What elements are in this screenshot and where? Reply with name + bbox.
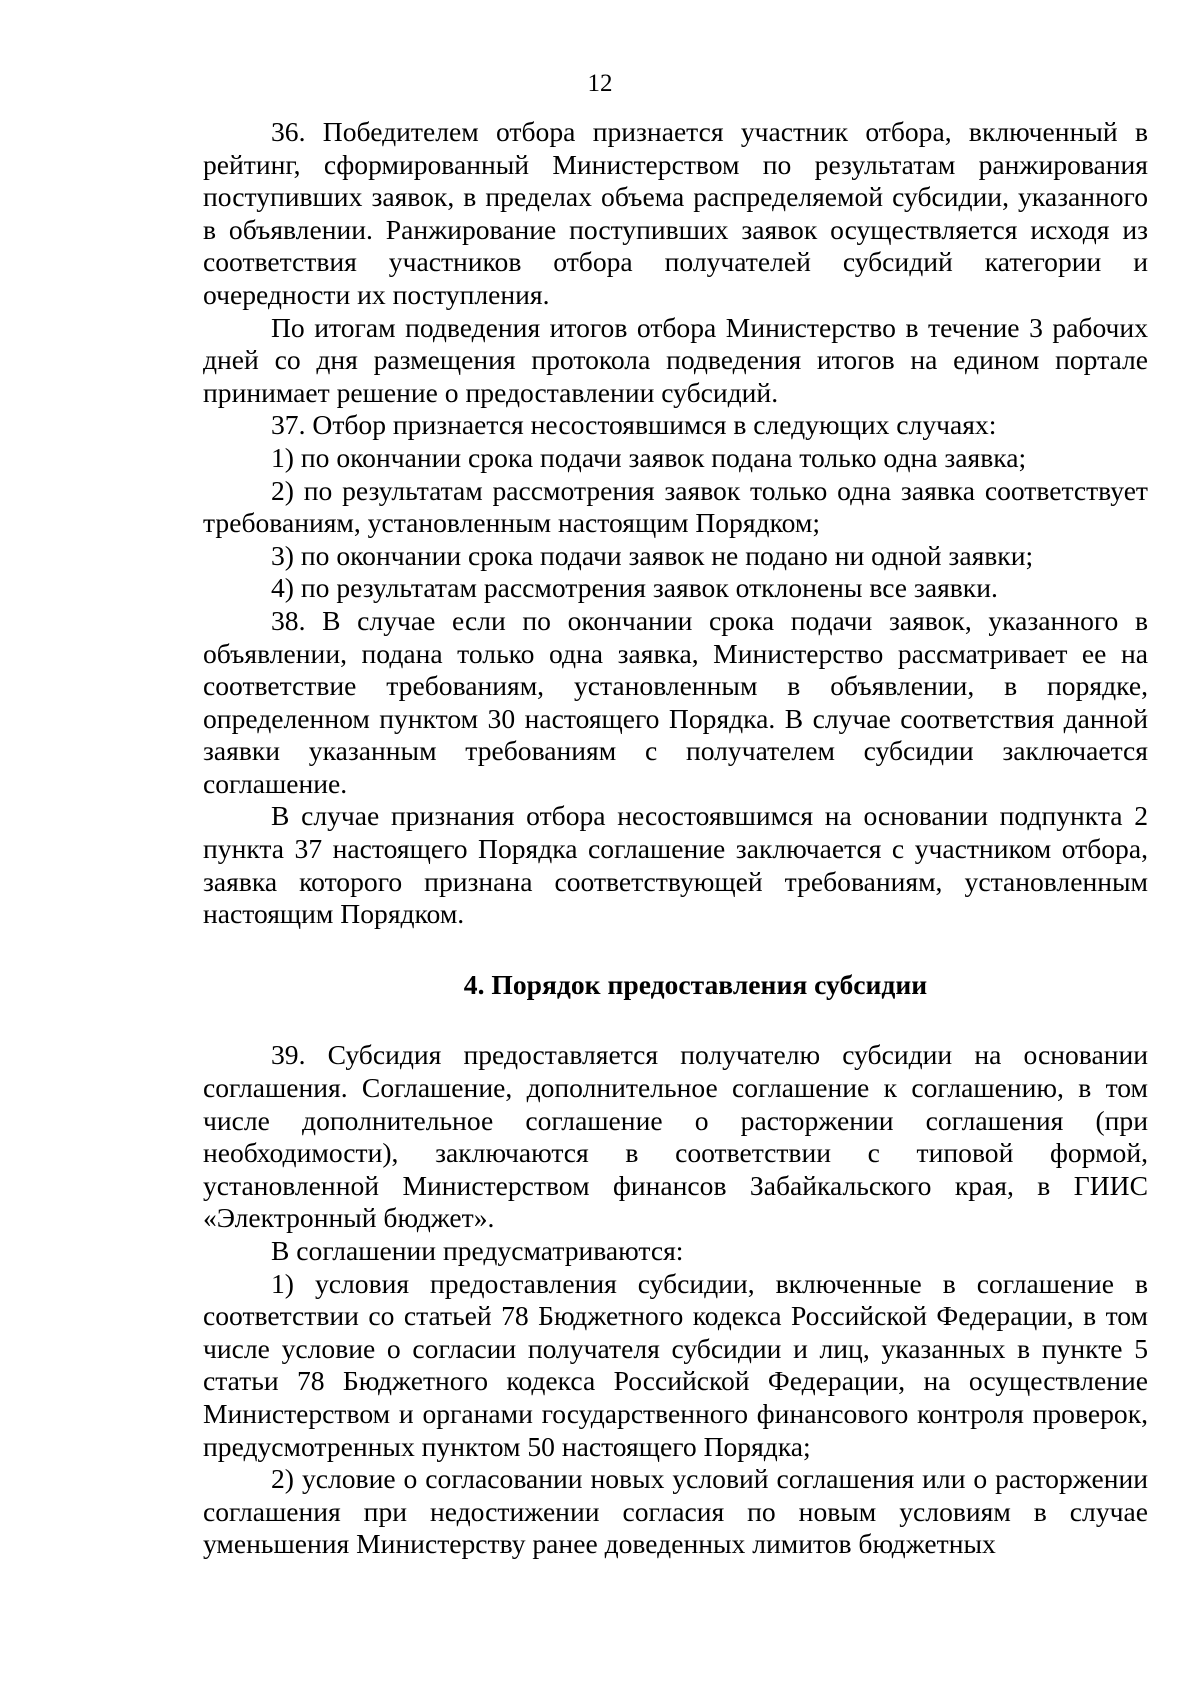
- page-number: 12: [587, 70, 613, 97]
- paragraph-37-item-1: 1) по окончании срока подачи заявок подана только одна заявка;: [271, 441, 1027, 473]
- paragraph-36: 36. Победителем отбора признается участник отбора, включенный в рейтинг, сформированный Министерством по результатам ранжирования поступивших заявок, в пределах объема распределяемой субсидии, указанного в объявлении. Ранжирование поступивших заявок осуществляется исходя из соответствия участников отбора получателей субсидий категории и очередности их поступления.: [203, 116, 1148, 310]
- document-body: [203, 116, 1148, 1561]
- paragraph-37-item-2: 2) по результатам рассмотрения заявок только одна заявка соответствует требованиям, установленным настоящим Порядком;: [203, 474, 1148, 539]
- section-heading: 4. Порядок предоставления субсидии: [463, 968, 928, 1000]
- paragraph-provision-2: 2) условие о согласовании новых условий соглашения или о расторжении соглашения при недостижении согласия по новым условиям в случае уменьшения Министерству ранее доведенных лимитов бюджетных: [203, 1463, 1148, 1560]
- paragraph-37-item-4: 4) по результатам рассмотрения заявок отклонены все заявки.: [271, 572, 998, 604]
- paragraph-39: 39. Субсидия предоставляется получателю субсидии на основании соглашения. Соглашение, дополнительное соглашение к соглашению, в том числе дополнительное соглашение о расторжении соглашения (при необходимости), заключаются в соответствии с типовой формой, установленной Министерством финансов Забайкальского края, в ГИИС «Электронный бюджет».: [203, 1039, 1148, 1234]
- paragraph-38: 38. В случае если по окончании срока подачи заявок, указанного в объявлении, подана только одна заявка, Министерство рассматривает ее на соответствие требованиям, установленным в объявлении, в порядке, определенном пунктом 30 настоящего Порядка. В случае соответствия данной заявки указанным требованиям с получателем субсидии заключается соглашение.: [203, 604, 1148, 799]
- paragraph-provision-1: 1) условия предоставления субсидии, включенные в соглашение в соответствии со статьей 78 Бюджетного кодекса Российской Федерации, в том числе условие о согласии получателя субсидии и лиц, указанных в пункте 5 статьи 78 Бюджетного кодекса Российской Федерации, на осуществление Министерством и органами государственного финансового контроля проверок, предусмотренных пунктом 50 настоящего Порядка;: [203, 1267, 1148, 1462]
- paragraph-38-failed-selection: В случае признания отбора несостоявшимся на основании подпункта 2 пункта 37 настоящего Порядка соглашение заключается с участником отбора, заявка которого признана соответствующей требованиям, установленным настоящим Порядком.: [203, 800, 1148, 930]
- paragraph-37-item-3: 3) по окончании срока подачи заявок не подано ни одной заявки;: [271, 539, 1034, 571]
- paragraph-results: По итогам подведения итогов отбора Министерство в течение 3 рабочих дней со дня размещения протокола подведения итогов на едином портале принимает решение о предоставлении субсидий.: [203, 311, 1148, 408]
- paragraph-37: 37. Отбор признается несостоявшимся в следующих случаях:: [271, 409, 997, 441]
- paragraph-agreement-provisions: В соглашении предусматриваются:: [271, 1235, 684, 1266]
